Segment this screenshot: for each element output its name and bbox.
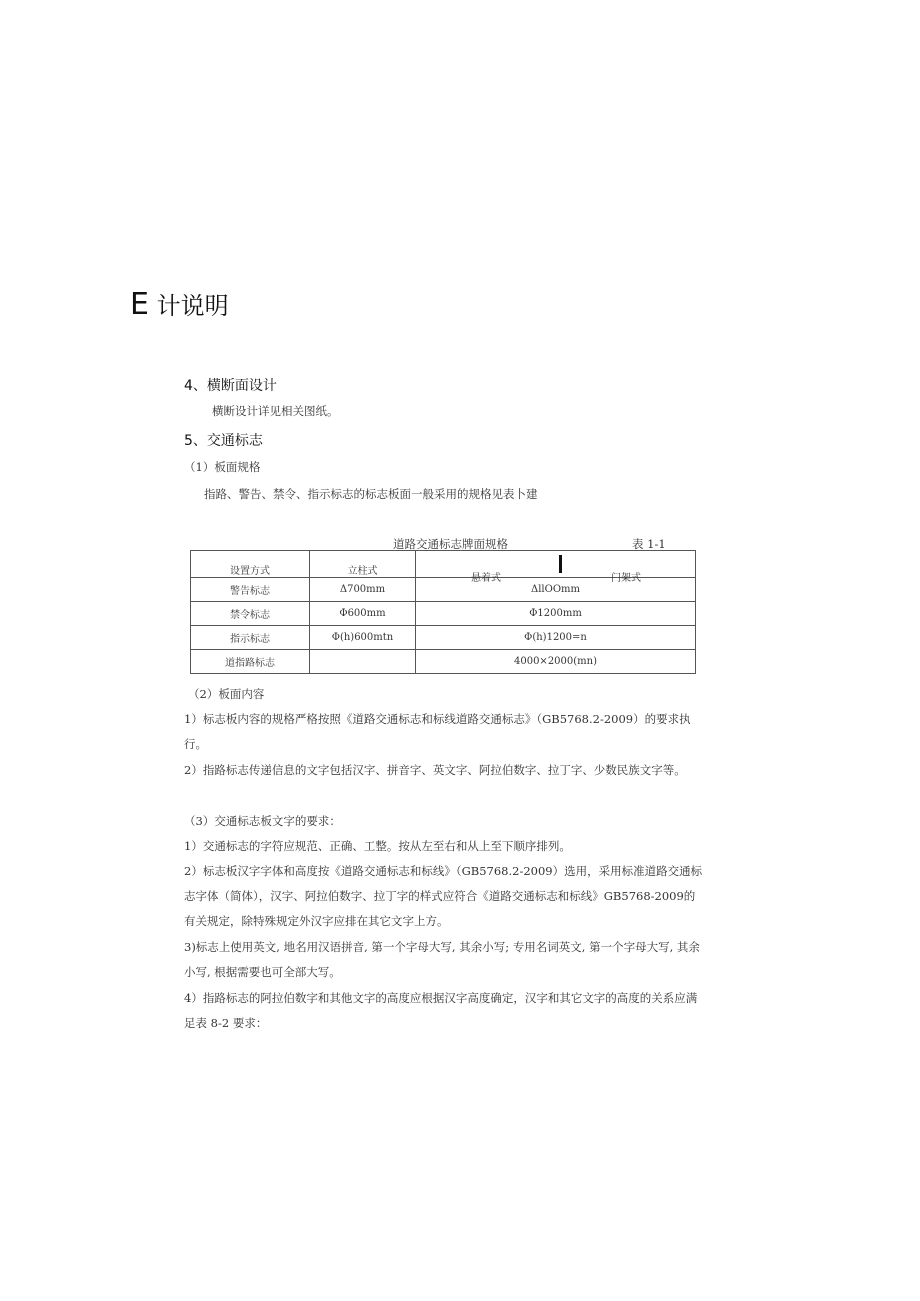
subsection-1-title: （1）板面规格 [184,460,261,474]
subsection-2-title: （2）板面内容 [188,687,265,701]
paragraph-3: 1）交通标志的字符应规范、正确、工整。按从左至右和从上至下顺序排列。 [184,839,571,853]
header-cell: 设置方式 [191,551,310,578]
table-row [191,626,696,650]
section-5-intro: 指路、警告、禁令、指示标志的标志板面一般采用的规格见表卜建 [204,487,538,501]
header-gantry-label: 门架式 [611,573,641,584]
table-row [191,602,696,626]
table-cell: 道指路标志 [191,650,310,674]
section-4-title: 4、横断面设计 [184,378,277,394]
table-cell: Φ1200mm [416,602,696,626]
table-cell: 指示标志 [191,626,310,650]
table-cell: Φ600mm [310,602,416,626]
header-cell: 立柱式 [310,551,416,578]
header-divider-mark [559,555,562,573]
paragraph-5: 3)标志上使用英文, 地名用汉语拼音, 第一个字母大写, 其余小写; 专用名词英文, 第一个字母大写, 其余小写, 根据需要也可全部大写。 [184,940,700,979]
section-4-text: 横断设计详见相关图纸。 [212,404,339,418]
paragraph-6: 4）指路标志的阿拉伯数字和其他文字的高度应根据汉字高度确定，汉字和其它文字的高度的关系应满足表 8-2 要求： [184,991,698,1030]
title-rest: 计说明 [156,292,229,320]
table-caption: 道路交通标志牌面规格 [393,537,508,551]
section-5-title: 5、交通标志 [184,433,263,449]
table-cell: 4000×2000(mn) [416,650,696,674]
table-cell: Δ700mm [310,578,416,602]
table-cell: ΔllOOmm [416,578,696,602]
table-cell: Φ(h)600mtn [310,626,416,650]
table-cell: 禁令标志 [191,602,310,626]
paragraph-2: 2）指路标志传递信息的文字包括汉字、拼音字、英文字、阿拉伯数字、拉丁字、少数民族文字等。 [184,763,686,777]
table-cell [310,650,416,674]
table-cell: Φ(h)1200=n [416,626,696,650]
table-number: 表 1-1 [632,537,666,551]
table-header-row [191,551,696,578]
table-row [191,650,696,674]
subsection-3-title: （3）交通标志板文字的要求： [184,814,341,828]
title-letter: E [130,287,149,322]
paragraph-4: 2）标志板汉字字体和高度按《道路交通标志和标线》（GB5768.2-2009）选用，采用标准道路交通标志字体（简体），汉字、阿拉伯数字、拉丁字的样式应符合《道路交通标志和标线》GB5768-2009的有关规定，除特殊规定外汉字应排在其它文字上方。 [184,864,703,928]
table-cell: 警告标志 [191,578,310,602]
sign-spec-table [190,550,696,674]
document-title [130,286,229,322]
header-overhead-label: 悬着式 [471,573,501,584]
header-cell-overhead [416,551,696,584]
paragraph-1: 1）标志板内容的规格严格按照《道路交通标志和标线道路交通标志》（GB5768.2-2009）的要求执行。 [184,712,691,751]
